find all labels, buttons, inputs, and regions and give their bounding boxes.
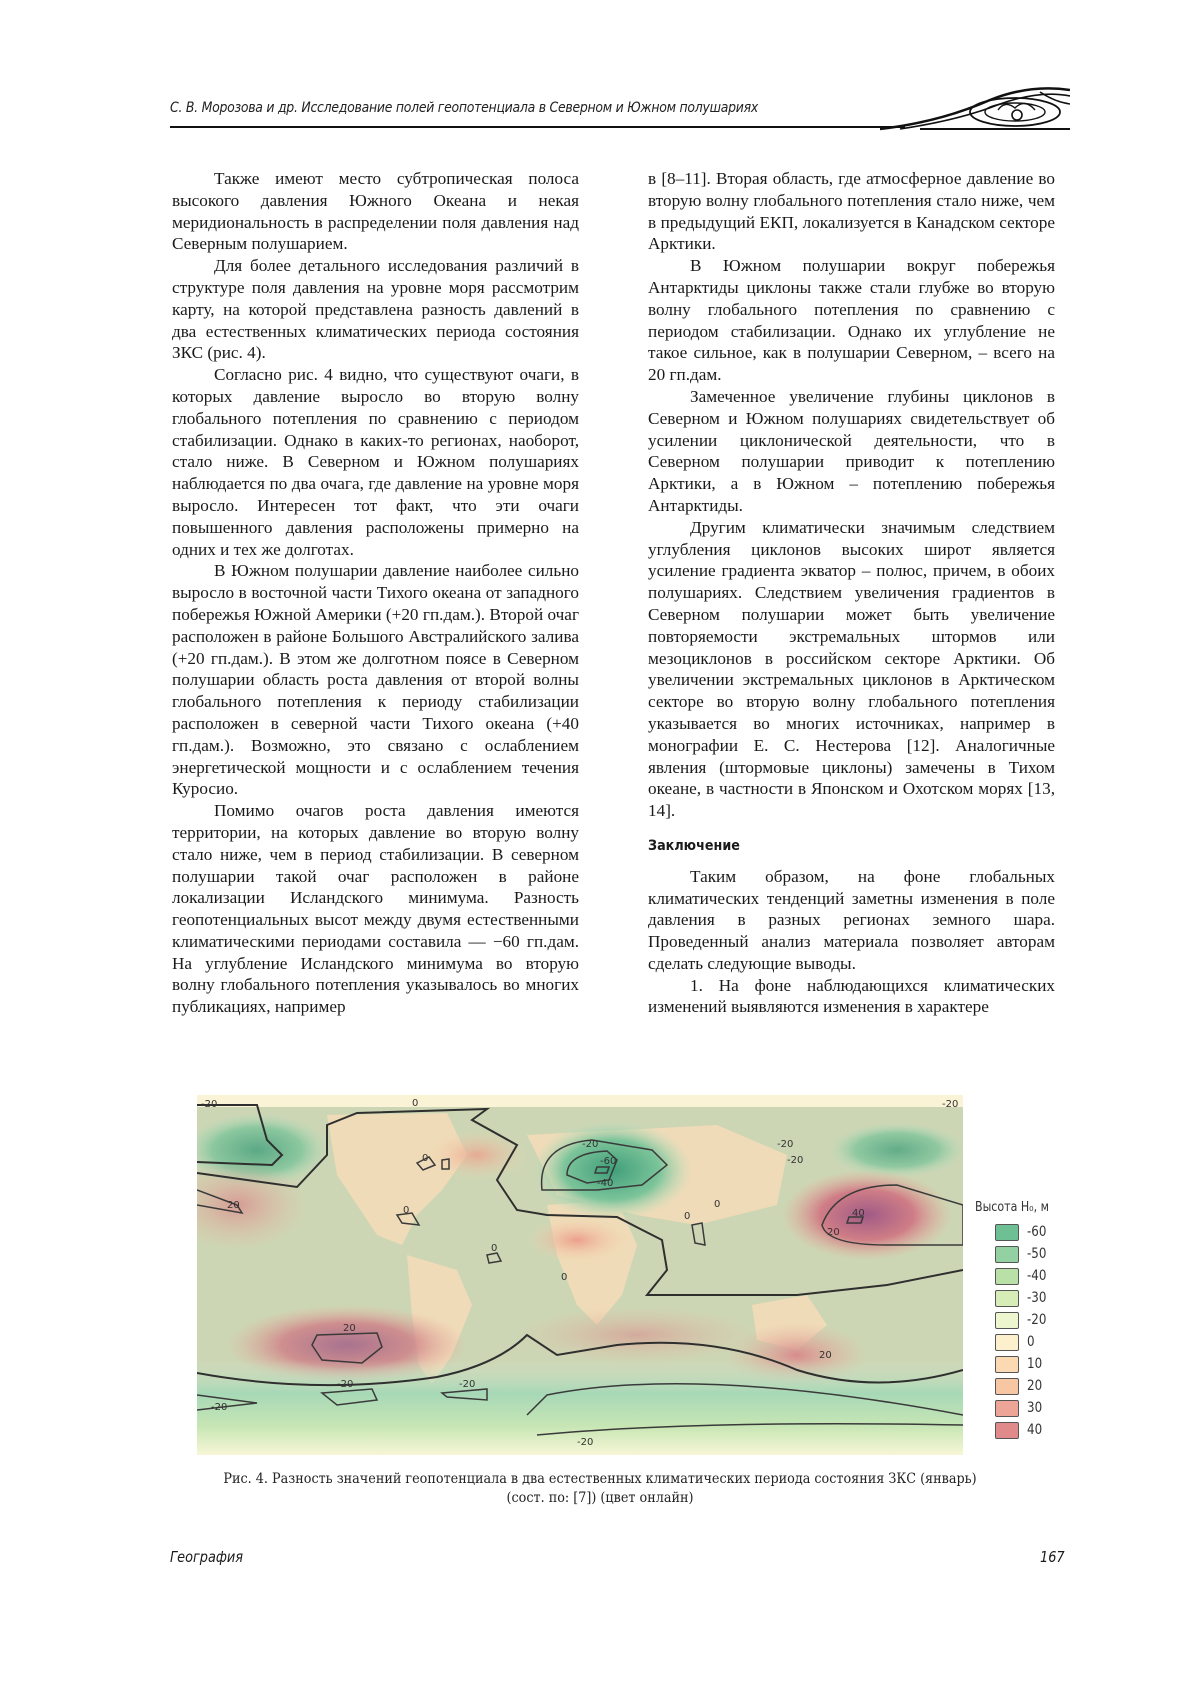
legend-swatch [995, 1400, 1019, 1417]
paragraph: Замеченное увеличение глубины циклонов в Северном и Южном полушариях свидетельствует об усилении циклонической деятельности, что в Северном полушарии приводит к потеплению Арктики, а в Южном – потеплению побережья Антарктиды. [648, 386, 1055, 515]
anomaly-icelandic-low [532, 1120, 692, 1220]
label-minus20-siberia-2: -20 [787, 1155, 804, 1166]
anomaly-south-atlantic-indian [517, 1307, 757, 1363]
legend-swatch [995, 1312, 1019, 1329]
legend-item [995, 1243, 1085, 1265]
label-plus40: 40 [852, 1208, 865, 1219]
legend-item [995, 1309, 1085, 1331]
section-title: Заключение [648, 837, 740, 854]
label-plus20-west: 20 [227, 1200, 240, 1211]
legend-item [995, 1331, 1085, 1353]
label-zero-caribbean: 0 [403, 1205, 410, 1216]
header-rule [170, 126, 905, 128]
right-column [648, 168, 1055, 1018]
legend-item [995, 1419, 1085, 1441]
label-minus20-s2: -20 [459, 1379, 476, 1390]
paragraph: 1. На фоне наблюдающихся климатических изменений выявляются изменения в характере [648, 975, 1055, 1017]
legend-label: -40 [1027, 1268, 1047, 1284]
paragraph: Таким образом, на фоне глобальных климатических тенденций заметны изменения в поле давления в разных регионах земного шара. Проведенный анализ материала позволяет авторам сделать следующие выводы. [648, 866, 1055, 973]
legend-items [975, 1221, 1085, 1441]
paragraph: В Южном полушарии вокруг побережья Антарктиды циклоны также стали глубже во вторую волну глобального потепления по сравнению с периодом стабилизации. Однако их углубление не такое сильное, как в полушарии Северном, – всего на 20 гп.дам. [648, 256, 1055, 385]
legend-swatch [995, 1268, 1019, 1285]
label-minus20-antarctic: -20 [577, 1437, 594, 1448]
legend-label: -30 [1027, 1290, 1047, 1306]
label-plus20-australia: 20 [819, 1350, 832, 1361]
legend-item [995, 1221, 1085, 1243]
legend-label: -20 [1027, 1312, 1047, 1328]
label-minus20-iceland: -20 [582, 1139, 599, 1150]
label-minus20-nw: -20 [201, 1099, 218, 1110]
left-column [172, 168, 579, 1018]
legend-swatch [995, 1224, 1019, 1241]
label-zero-atlantic: 0 [491, 1243, 498, 1254]
geopotential-difference-map [197, 1095, 963, 1455]
legend-title: Высота H₀, м [975, 1200, 1049, 1215]
label-plus20-southpacific: 20 [343, 1323, 356, 1334]
anomaly-sahara [527, 1218, 627, 1262]
legend-swatch [995, 1378, 1019, 1395]
anomaly-north-pacific-high [782, 1170, 952, 1260]
legend-label: 40 [1027, 1422, 1043, 1438]
legend-item [995, 1375, 1085, 1397]
legend-label: -50 [1027, 1246, 1047, 1262]
label-minus40: -40 [597, 1178, 614, 1189]
legend-swatch [995, 1422, 1019, 1439]
label-zero-small: 0 [422, 1153, 429, 1164]
paragraph: Согласно рис. 4 видно, что существуют очаги, в которых давление выросло во вторую волну глобального потепления по сравнению с периодом стабилизации. Однако в каких-то регионах, наоборот, стало ниже. В Северном и Южном полушариях наблюдается по два очага, где давление на уровне моря выросло. Интересен тот факт, что эти очаги повышенного давления расположены примерно на одних и тех же долготах. [172, 365, 579, 559]
paragraph: Помимо очагов роста давления имеются территории, на которых давление во вторую волну стало ниже, чем в период стабилизации. В северном полушарии такой очаг расположен в районе локализации Исландского минимума. Разность геопотенциальных высот между двумя естественными климатическими периодами составила — −60 гп.дам. На углубление Исландского минимума во вторую волну глобального потепления указывалось во многих публикациях, например [172, 801, 579, 1017]
legend-item [995, 1353, 1085, 1375]
caption-line-1: Рис. 4. Разность значений геопотенциала в два естественных климатических периода состояния ЗКС (январь) [223, 1471, 977, 1487]
header-ornament-icon [880, 82, 1070, 132]
map-legend [975, 1200, 1085, 1441]
legend-label: 0 [1027, 1334, 1035, 1350]
label-minus20-sw: -20 [211, 1402, 228, 1413]
paragraph: Другим климатически значимым следствием углубления циклонов высоких широт является усиление градиента экватор – полюс, причем, в обоих полушариях. Следствием увеличения градиентов в Северном полушарии может быть увеличение повторяемости экстремальных штормов или мезоциклонов в российском секторе Арктики. Об увеличении экстремальных циклонов в Арктическом секторе во вторую волну глобального потепления указывается во многих источниках, например в монографии Е. С. Нестерова [12]. Аналогичные явления (штормовые циклоны) замечены в Тихом океане, в частности в Японском и Охотском морях [13, 14]. [648, 517, 1055, 821]
label-zero-arabia: 0 [684, 1211, 691, 1222]
legend-swatch [995, 1246, 1019, 1263]
legend-label: 20 [1027, 1378, 1043, 1394]
legend-label: -60 [1027, 1224, 1047, 1240]
caption-line-2: (сост. по: [7]) (цвет онлайн) [506, 1490, 694, 1506]
paragraph: Также имеют место субтропическая полоса высокого давления Южного Океана и некая меридиональность в распределении поля давления над Северным полушарием. [172, 169, 579, 254]
page-number: 167 [1040, 1548, 1065, 1566]
label-zero-top: 0 [412, 1098, 419, 1109]
paragraph: Для более детального исследования различий в структуре поля давления на уровне моря рассмотрим карту, на которой представлена разность давлений в два естественных климатических периода состояния ЗКС (рис. 4). [172, 256, 579, 363]
figure-caption [196, 1470, 1004, 1508]
label-minus60: -60 [600, 1156, 617, 1167]
paragraph: в [8–11]. Вторая область, где атмосферное давление во вторую волну глобального потепления стало ниже, чем в предыдущий ЕКП, локализуется в Канадском секторе Арктики. [648, 169, 1055, 254]
label-minus20-ne: -20 [942, 1099, 959, 1110]
legend-item [995, 1265, 1085, 1287]
legend-swatch [995, 1290, 1019, 1307]
polar-band-north [197, 1095, 963, 1107]
legend-item [995, 1287, 1085, 1309]
footer-journal-name: География [170, 1548, 244, 1566]
label-minus20-siberia: -20 [777, 1139, 794, 1150]
legend-label: 10 [1027, 1356, 1043, 1372]
label-zero-africa: 0 [561, 1272, 568, 1283]
label-plus20-pacific: 20 [827, 1227, 840, 1238]
legend-swatch [995, 1356, 1019, 1373]
legend-label: 30 [1027, 1400, 1043, 1416]
legend-item [995, 1397, 1085, 1419]
anomaly-negative-ne [827, 1122, 963, 1178]
figure-map [197, 1095, 963, 1455]
legend-swatch [995, 1334, 1019, 1351]
running-title: С. В. Морозова и др. Исследование полей геопотенциала в Северном и Южном полушариях [170, 100, 759, 116]
label-minus20-s1: -20 [337, 1379, 354, 1390]
label-zero-india: 0 [714, 1199, 721, 1210]
paragraph: В Южном полушарии давление наиболее сильно выросло в восточной части Тихого океана от западного побережья Южной Америки (+20 гп.дам.). Второй очаг расположен в районе Большого Австралийского залива (+20 гп.дам.). В этом же долготном поясе в Северном полушарии область роста давления от второй волны глобального потепления к периоду стабилизации расположен в северной части Тихого океана (+40 гп.дам.). Возможно, это связано с ослаблением энергетической мощности и с ослаблением течения Куросио. [172, 561, 579, 799]
